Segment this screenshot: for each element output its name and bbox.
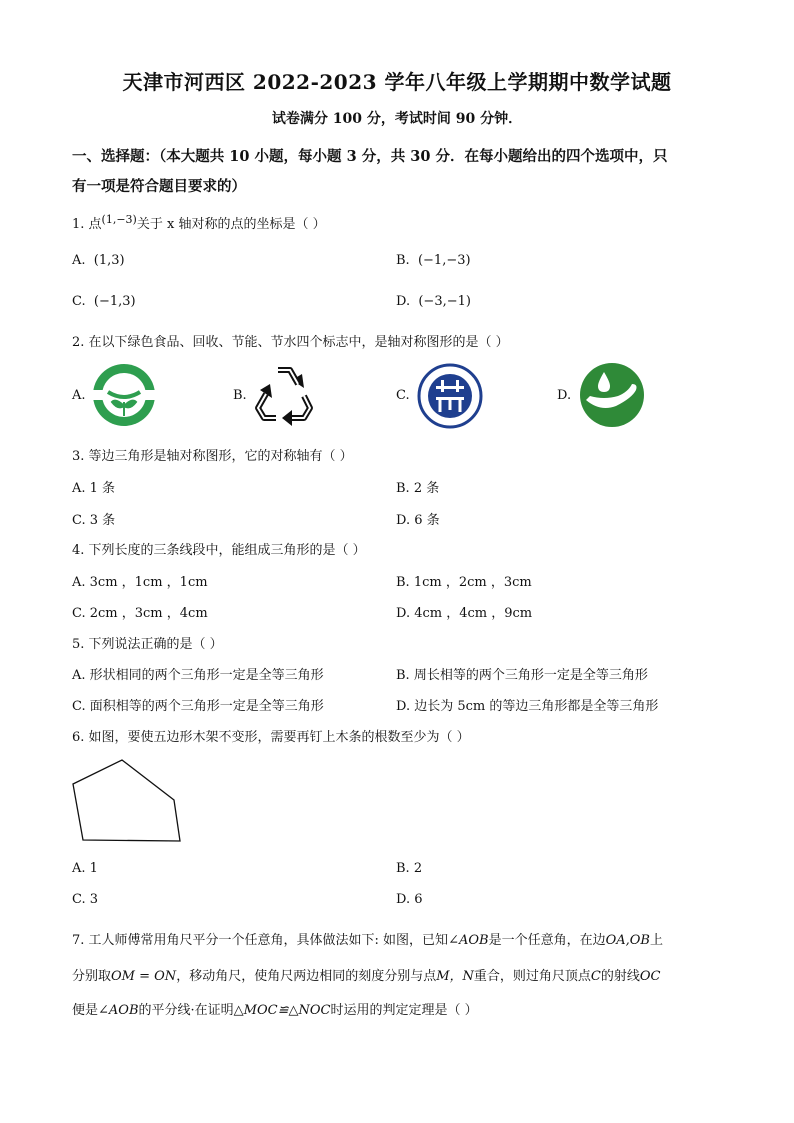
question-2-stem: 2. 在以下绿色食品、回收、节能、节水四个标志中，是轴对称图形的是（ ） — [72, 335, 509, 350]
question-1-stem — [72, 213, 326, 232]
q1-option-c[interactable]: C. (−1,3) — [72, 294, 136, 309]
q1-option-a[interactable]: A. (1,3) — [72, 253, 125, 268]
q2-option-c-label[interactable]: C. — [396, 388, 410, 403]
green-food-logo-icon — [90, 362, 158, 428]
section-heading-line2: 有一项是符合题目要求的） — [72, 178, 246, 195]
page-title: 天津市河西区 2022-2023 学年八年级上学期期中数学试题 — [122, 70, 672, 94]
q2-option-a-label[interactable]: A. — [72, 388, 86, 403]
q4-option-a[interactable]: A. 3cm ，1cm ，1cm — [72, 575, 208, 590]
question-4-stem: 4. 下列长度的三条线段中，能组成三角形的是（ ） — [72, 543, 366, 558]
q6-option-c[interactable]: C. 3 — [72, 892, 99, 907]
q4-option-c[interactable]: C. 2cm ，3cm ，4cm — [72, 606, 208, 621]
section-heading-line1: 一、选择题：（本大题共 10 小题，每小题 3 分，共 30 分．在每小题给出的四个选项中，只 — [72, 148, 668, 165]
q5-option-b[interactable]: B. 周长相等的两个三角形一定是全等三角形 — [396, 668, 648, 683]
question-7-line2: 分别取OM = ON，移动角尺，使角尺两边相同的刻度分别与点M，N重合，则过角尺顶点C的射线OC — [72, 969, 661, 984]
question-5-stem: 5. 下列说法正确的是（ ） — [72, 637, 223, 652]
question-7-line1: 7. 工人师傅常用角尺平分一个任意角，具体做法如下: 如图，已知∠AOB是一个任意角，在边OA,OB上 — [72, 933, 663, 948]
question-3-stem: 3. 等边三角形是轴对称图形，它的对称轴有（ ） — [72, 449, 353, 464]
q3-option-c[interactable]: C. 3 条 — [72, 513, 116, 528]
recycle-logo-icon — [252, 362, 320, 426]
q2-option-b-label[interactable]: B. — [233, 388, 247, 403]
question-6-stem: 6. 如图，要使五边形木架不变形，需要再钉上木条的根数至少为（ ） — [72, 730, 470, 745]
energy-saving-logo-icon — [416, 362, 484, 430]
q2-option-d-label[interactable]: D. — [557, 388, 572, 403]
pentagon-frame-figure — [70, 756, 188, 846]
q6-option-a[interactable]: A. 1 — [72, 861, 98, 876]
q4-option-d[interactable]: D. 4cm ，4cm ，9cm — [396, 606, 533, 621]
q3-option-a[interactable]: A. 1 条 — [72, 481, 116, 496]
q1-option-d[interactable]: D. (−3,−1) — [396, 294, 471, 309]
q4-option-b[interactable]: B. 1cm ，2cm ，3cm — [396, 575, 532, 590]
q6-option-d[interactable]: D. 6 — [396, 892, 423, 907]
water-saving-logo-icon — [578, 362, 646, 428]
q1-point: (1,−3) — [101, 213, 137, 226]
q3-option-b[interactable]: B. 2 条 — [396, 481, 440, 496]
q5-option-c[interactable]: C. 面积相等的两个三角形一定是全等三角形 — [72, 699, 324, 714]
q5-option-a[interactable]: A. 形状相同的两个三角形一定是全等三角形 — [72, 668, 324, 683]
page-subtitle: 试卷满分 100 分，考试时间 90 分钟． — [271, 111, 523, 127]
q1-suffix: 关于 x 轴对称的点的坐标是（ ） — [136, 217, 326, 232]
q5-option-d[interactable]: D. 边长为 5cm 的等边三角形都是全等三角形 — [396, 699, 659, 714]
q1-option-b[interactable]: B. (−1,−3) — [396, 253, 471, 268]
q3-option-d[interactable]: D. 6 条 — [396, 513, 440, 528]
question-7-line3: 便是∠AOB的平分线·在证明△MOC≌△NOC时运用的判定定理是（ ） — [72, 1003, 478, 1018]
q1-prefix: 1. 点 — [72, 217, 102, 232]
q6-option-b[interactable]: B. 2 — [396, 861, 423, 876]
